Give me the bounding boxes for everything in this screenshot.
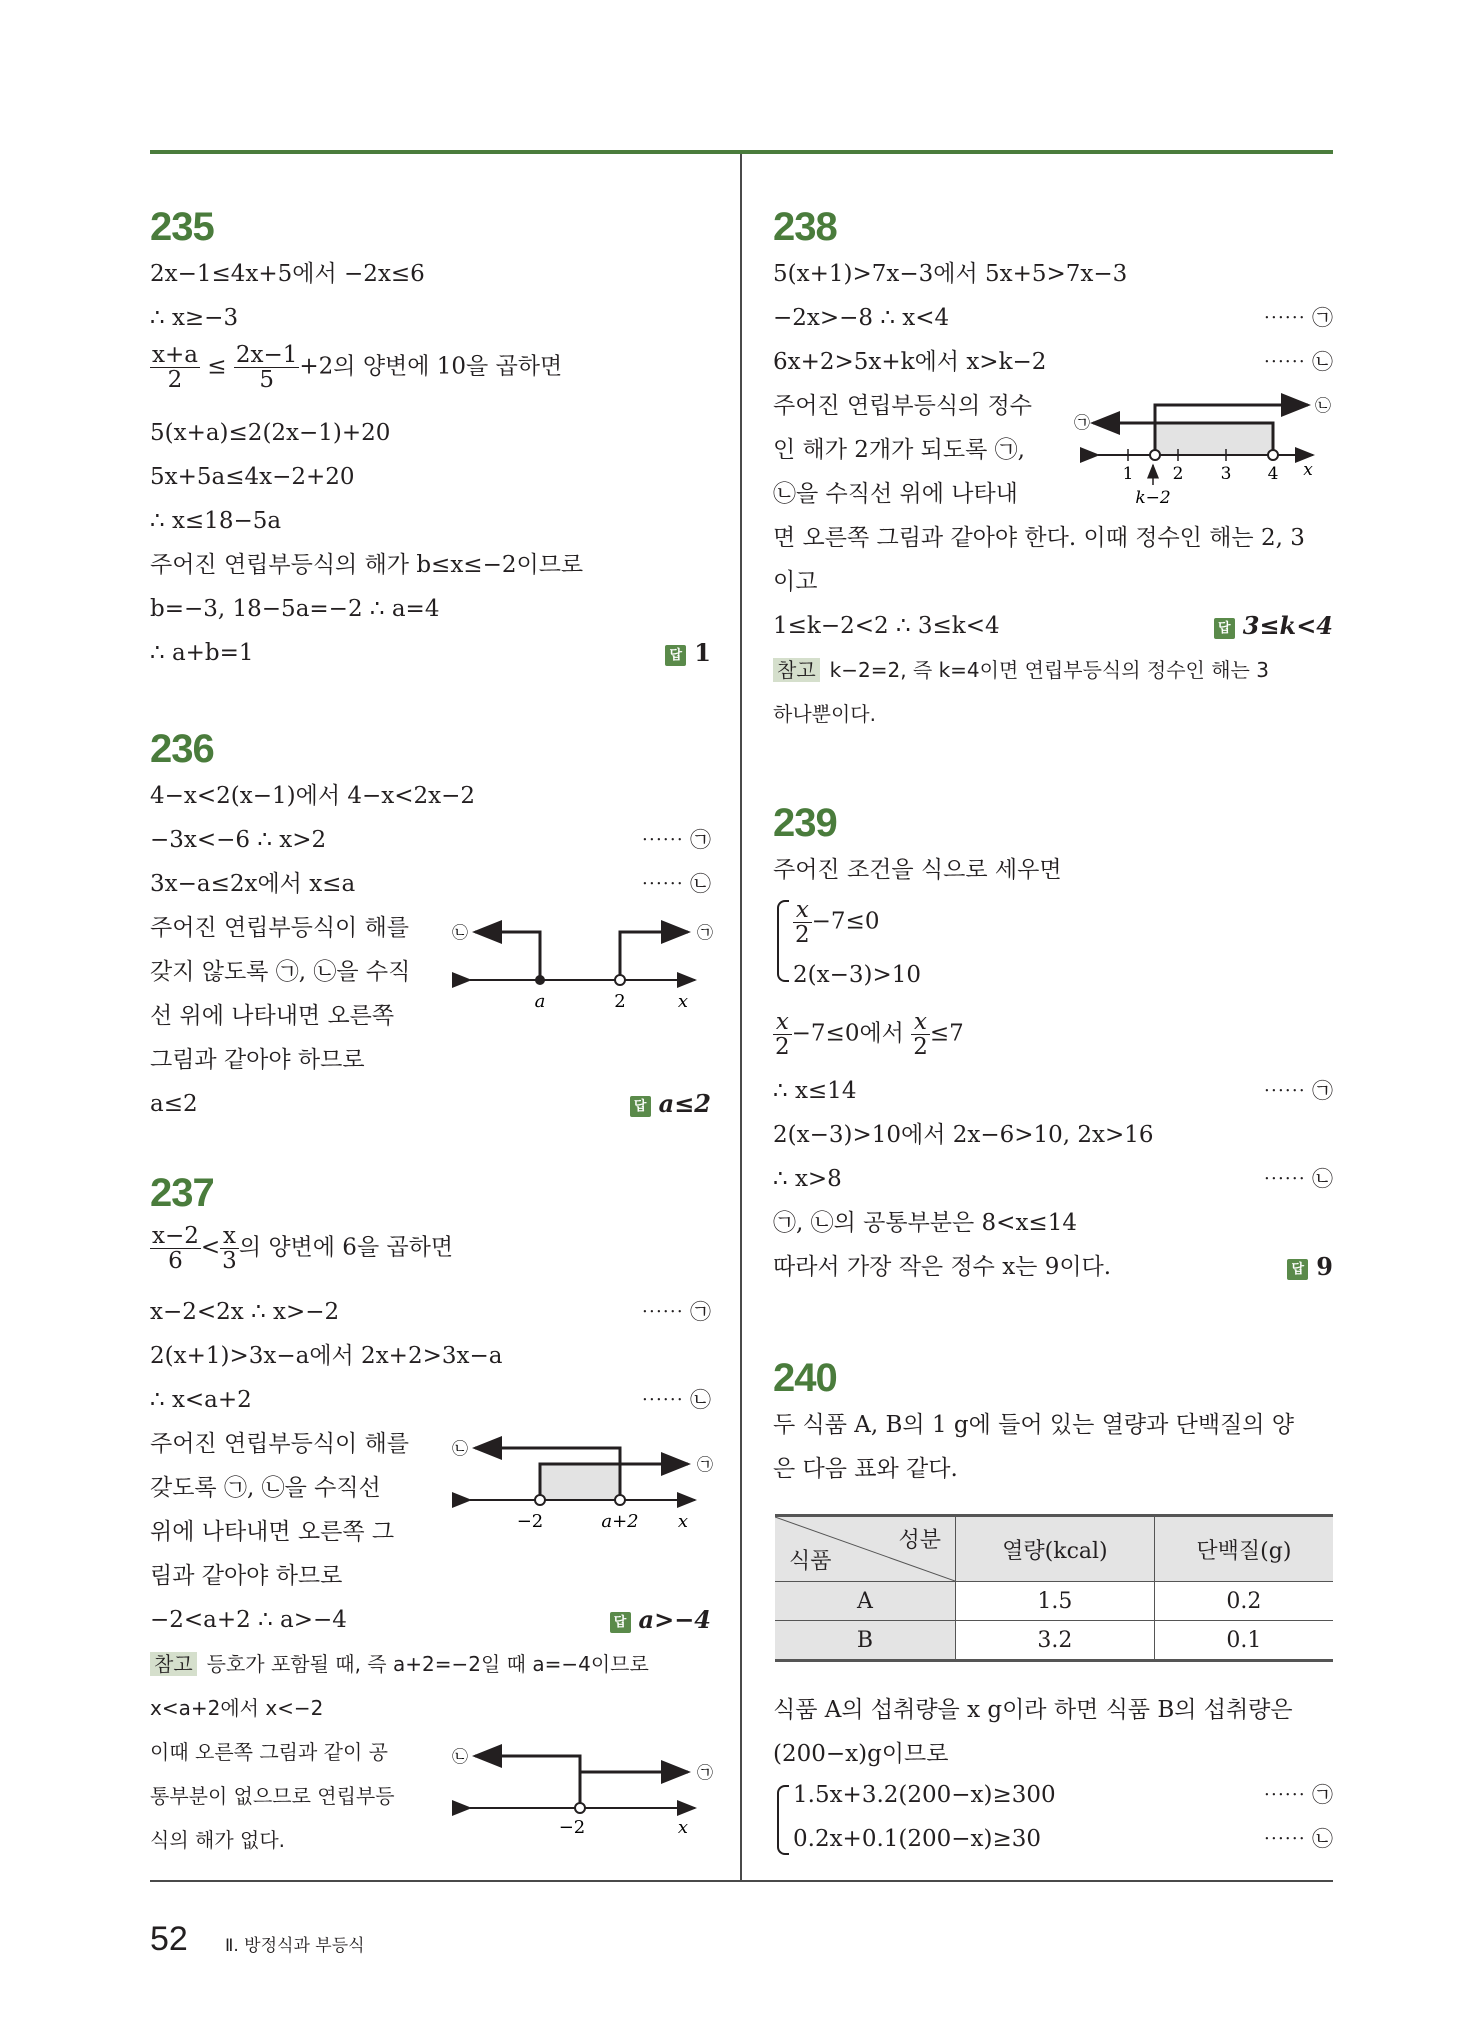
system-brace [777,1785,789,1855]
number-line-figure [450,1430,720,1530]
line: 5(x+1)>7x−3에서 5x+5>7x−3 [773,261,1128,287]
axis-label: x [677,991,689,1010]
column-divider [740,154,742,1881]
line: 인 해가 2개가 되도록 ㉠, [773,437,1025,463]
line: 식품 A의 섭취량을 x g이라 하면 식품 B의 섭취량은 [773,1697,1293,1723]
note: 통부분이 없으므로 연립부등 [150,1784,395,1808]
range-line-2 [475,1756,580,1808]
answer: 답 3≤k<4 [1214,611,1333,641]
open-point [1150,450,1160,460]
fraction: $\frac{2x-1}{5}$ [235,342,298,393]
answer-tag: 답 [610,1612,631,1633]
line: 5(x+a)≤2(2x−1)+20 [150,420,391,446]
range-line-1 [620,932,688,980]
fraction: $\frac{x}{3}$ [222,1223,237,1274]
answer-tag: 답 [1287,1259,1308,1280]
note: 이때 오른쪽 그림과 같이 공 [150,1740,388,1764]
number-line-figure [1068,385,1338,510]
line: ㉠, ㉡의 공통부분은 8<x≤14 [773,1210,1077,1236]
answer: 답 1 [665,638,711,668]
label-mark: ⋯⋯ ㉡ [1263,1827,1333,1851]
table-cell: 3.2 [956,1621,1155,1661]
label-mark: ⋯⋯ ㉡ [641,872,711,896]
line: 림과 같아야 하므로 [150,1563,343,1589]
corner-bottom-label: 식품 [789,1549,832,1574]
common-region [1155,423,1273,455]
line: a≤2 [150,1091,198,1117]
corner-top-label: 성분 [898,1528,941,1553]
curve-label: ㉠ [696,923,714,942]
problem-number: 240 [773,1356,837,1400]
label-mark: ⋯⋯ ㉡ [1263,1167,1333,1191]
note-tag: 참고 [773,658,820,682]
number-line-figure [450,1738,720,1838]
label-mark: ⋯⋯ ㉠ [1263,306,1333,330]
problem-number: 236 [150,727,214,771]
system-line: 1.5x+3.2(200−x)≥300 [793,1782,1056,1808]
problem-number: 238 [773,205,837,249]
open-point [575,1803,585,1813]
line: 따라서 가장 작은 정수 x는 9이다. [773,1254,1112,1280]
line: ∴ x≤18−5a [150,508,282,534]
line: 두 식품 A, B의 1 g에 들어 있는 열량과 단백질의 양 [773,1412,1294,1438]
line: ∴ x<a+2 [150,1387,252,1413]
tick-label: 2 [1172,464,1184,484]
open-point [615,1495,625,1505]
note: 하나뿐이다. [773,702,876,726]
fraction: $\frac{x+a}{2}$ [152,342,198,393]
table-row [775,1621,1333,1661]
line: 주어진 연립부등식이 해를 [150,915,410,941]
answer-tag: 답 [1214,618,1235,639]
note: 참고 k−2=2, 즉 k=4이면 연립부등식의 정수인 해는 3 [773,655,1269,685]
fraction: $\frac{x}{2}$ [913,1009,928,1060]
table-cell: 1.5 [956,1582,1155,1621]
note: x<a+2에서 x<−2 [150,1696,324,1720]
table-cell: 0.1 [1226,1627,1262,1653]
line: ∴ x≥−3 [150,305,239,331]
tick-label: a [534,991,546,1010]
table-corner-cell [775,1516,956,1582]
line: ∴ a+b=1 [150,640,254,666]
nutrition-table [775,1514,1333,1662]
number-line-figure [450,910,720,1010]
open-point [615,975,625,985]
curve-label: ㉡ [451,1747,469,1766]
line: 이고 [773,569,818,595]
table-header: 단백질(g) [1154,1516,1333,1582]
open-point [535,1495,545,1505]
curve-label: ㉠ [696,1763,714,1782]
line: 주어진 조건을 식으로 세우면 [773,857,1062,883]
line: 주어진 연립부등식의 해가 b≤x≤−2이므로 [150,552,584,578]
system-line: 0.2x+0.1(200−x)≥30 [793,1826,1042,1852]
line: −2<a+2 ∴ a>−4 [150,1607,347,1633]
table-cell: 0.2 [1154,1582,1333,1621]
line: 면 오른쪽 그림과 같아야 한다. 이때 정수인 해는 2, 3 [773,525,1305,551]
line: 2(x−3)>10에서 2x−6>10, 2x>16 [773,1122,1154,1148]
line: 5x+5a≤4x−2+20 [150,464,355,490]
line: 3x−a≤2x에서 x≤a [150,871,356,897]
line: 주어진 연립부등식의 정수 [773,393,1033,419]
line: 주어진 연립부등식이 해를 [150,1431,410,1457]
note: 식의 해가 없다. [150,1828,285,1852]
axis-label: x [1303,460,1313,480]
label-mark: ⋯⋯ ㉠ [641,1300,711,1324]
label-mark: ⋯⋯ ㉠ [641,828,711,852]
line: (200−x)g이므로 [773,1741,949,1767]
line: ㉡을 수직선 위에 나타내 [773,481,1018,507]
line: 4−x<2(x−1)에서 4−x<2x−2 [150,783,476,809]
line: 갖지 않도록 ㉠, ㉡을 수직 [150,959,411,985]
tick-label: 1 [1122,464,1134,484]
label-mark: ⋯⋯ ㉡ [641,1388,711,1412]
answer: 답 9 [1287,1252,1333,1282]
system-brace [777,900,789,982]
label-mark: ⋯⋯ ㉡ [1263,350,1333,374]
answer-tag: 답 [630,1096,651,1117]
line: x−2<2x ∴ x>−2 [150,1299,340,1325]
line: −2x>−8 ∴ x<4 [773,305,950,331]
line: 갖도록 ㉠, ㉡을 수직선 [150,1475,381,1501]
table-row-label: B [775,1621,956,1661]
problem-number: 239 [773,801,837,845]
tick-label: −2 [558,1817,586,1838]
line: 그림과 같아야 하므로 [150,1047,365,1073]
bottom-rule [150,1880,1333,1882]
table-row [775,1582,1333,1621]
line: ∴ x>8 [773,1166,842,1192]
curve-label: ㉡ [1314,396,1332,415]
label-mark: ⋯⋯ ㉠ [1263,1079,1333,1103]
line: −3x<−6 ∴ x>2 [150,827,327,853]
problem-number: 237 [150,1171,214,1215]
line: 2(x+1)>3x−a에서 2x+2>3x−a [150,1343,503,1369]
fraction-line: $\frac{x+a}{2}$ ≤ $\frac{2x-1}{5}$ +2의 양변에 10을 곱하면 [152,342,563,393]
label-mark: ⋯⋯ ㉠ [1263,1783,1333,1807]
fraction-line: $\frac{x-2}{6}$ < $\frac{x}{3}$ 의 양변에 6을 곱하면 [152,1223,454,1274]
closed-point [535,975,545,985]
tick-label: 4 [1267,464,1279,484]
axis-label: x [677,1817,689,1838]
common-region [540,1464,620,1500]
line: 선 위에 나타내면 오른쪽 [150,1003,395,1029]
line: 위에 나타내면 오른쪽 그 [150,1519,395,1545]
tick-label: 3 [1220,464,1232,484]
answer: 답 a≤2 [630,1089,711,1119]
fraction: $\frac{x}{2}$ [795,897,810,948]
tick-label: 2 [614,991,626,1010]
table-row-label: A [775,1582,956,1621]
tick-label: k−2 [1135,488,1171,508]
axis-label: x [677,1511,689,1530]
curve-label: ㉡ [451,923,469,942]
system-line: $\frac{x}{2}$ −7≤0 [795,897,880,948]
table-header: 열량(kcal) [956,1516,1155,1582]
tick-label: a+2 [601,1511,639,1530]
answer: 답 a>−4 [610,1605,711,1635]
line: ∴ x≤14 [773,1078,857,1104]
page-number: 52 [150,1920,188,1958]
fraction: $\frac{x}{2}$ [775,1009,790,1060]
system-line: 2(x−3)>10 [793,962,921,988]
tick-label: −2 [516,1511,544,1530]
line: 2x−1≤4x+5에서 −2x≤6 [150,261,425,287]
curve-label: ㉠ [696,1455,714,1474]
range-line-1 [580,1772,688,1808]
note-tag: 참고 [150,1652,197,1676]
fraction: $\frac{x-2}{6}$ [152,1223,199,1274]
line: b=−3, 18−5a=−2 ∴ a=4 [150,596,440,622]
problem-number: 235 [150,205,214,249]
line: 1≤k−2<2 ∴ 3≤k<4 [773,613,1000,639]
line: 은 다음 표와 같다. [773,1456,958,1482]
curve-label: ㉠ [1073,413,1091,432]
range-line-2 [475,932,540,980]
note: 참고 등호가 포함될 때, 즉 a+2=−2일 때 a=−4이므로 [150,1649,649,1679]
curve-label: ㉡ [451,1439,469,1458]
section-title: Ⅱ. 방정식과 부등식 [225,1936,365,1956]
answer-tag: 답 [665,645,686,666]
line: 6x+2>5x+k에서 x>k−2 [773,349,1047,375]
fraction-line: $\frac{x}{2}$ −7≤0에서 $\frac{x}{2}$ ≤7 [775,1009,964,1060]
open-point [1268,450,1278,460]
